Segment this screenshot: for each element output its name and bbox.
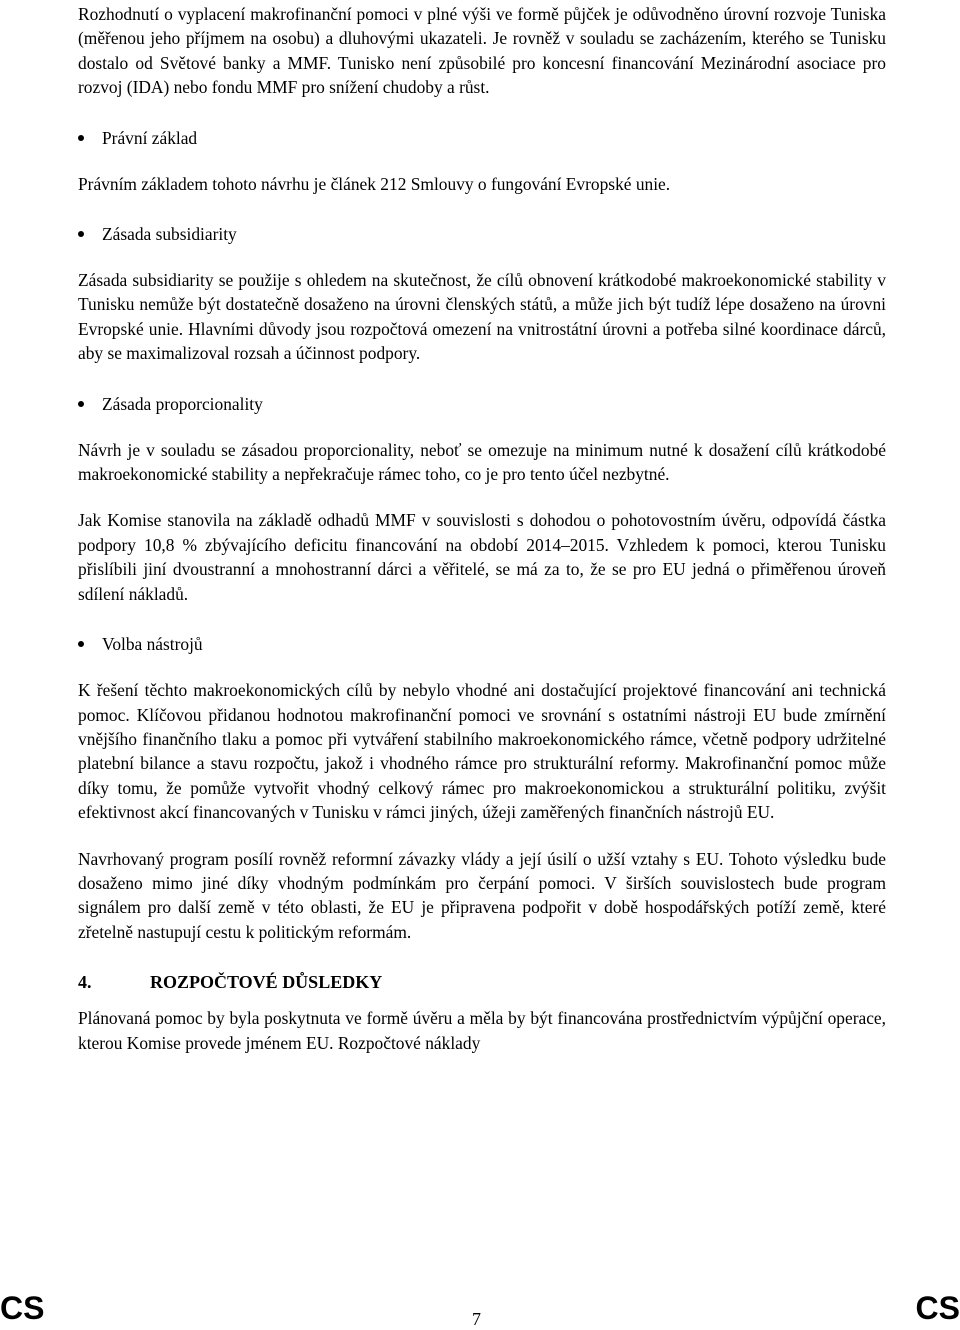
heading-instruments: Volba nástrojů <box>78 632 886 656</box>
footer-language-left: CS <box>0 1290 45 1326</box>
intro-paragraph: Rozhodnutí o vyplacení makrofinanční pomoci v plné výši ve formě půjček je odůvodněno úrovní rozvoje Tuniska (měřenou jeho příjmem na osobu) a dluhovými ukazateli. Je rovněž v souladu se zacházením, kterého se Tunisku dostalo od Světové banky a MMF. Tunisko není způsobilé pro koncesní financování Mezinárodní asociace pro rozvoj (IDA) nebo fondu MMF pro snížení chudoby a růst. <box>78 4 886 98</box>
heading-proportionality: Zásada proporcionality <box>78 392 886 416</box>
subsidiarity-paragraph: Zásada subsidiarity se použije s ohledem na skutečnost, že cílů obnovení krátkodobé makroekonomické stability v Tunisku nemůže být dostatečně dosaženo na úrovni členských států, a může jich být tudíž lépe dosaženo na úrovni Evropské unie. Hlavními důvody jsou rozpočtová omezení na vnitrostátní úrovni a potřeba silné koordinace dárců, aby se maximalizoval rozsah a účinnost podpory. <box>78 270 886 364</box>
bullet-icon <box>78 401 84 407</box>
section-title: ROZPOČTOVÉ DŮSLEDKY <box>150 972 383 993</box>
heading-subsidiarity: Zásada subsidiarity <box>78 222 886 246</box>
section-number: 4. <box>78 972 92 993</box>
proportionality-paragraph-1: Návrh je v souladu se zásadou proporcionality, neboť se omezuje na minimum nutné k dosažení cílů krátkodobé makroekonomické stability a nepřekračuje rámec toho, co je pro tento účel nezbytné. <box>78 439 886 485</box>
budget-paragraph: Plánovaná pomoc by byla poskytnuta ve formě úvěru a měla by být financována prostřednictvím výpůjční operace, kterou Komise provede jménem EU. Rozpočtové náklady <box>78 1008 886 1053</box>
bullet-icon <box>78 641 84 647</box>
footer-language-right: CS <box>915 1290 960 1326</box>
proportionality-paragraph-2: Jak Komise stanovila na základě odhadů MMF v souvislosti s dohodou o pohotovostním úvěru, odpovídá částka podpory 10,8 % zbývajícího deficitu financování na období 2014–2015. Vzhledem k pomoci, kterou Tunisku přislíbili jiní dvoustranní a mnohostranní dárci a věřitelé, se má za to, že se pro EU jedná o přiměřenou úroveň sdílení nákladů. <box>78 510 886 604</box>
legal-basis-paragraph: Právním základem tohoto návrhu je článek 212 Smlouvy o fungování Evropské unie. <box>78 173 671 194</box>
heading-legal-basis: Právní základ <box>78 126 886 150</box>
document-page <box>78 0 886 1055</box>
page-number: 7 <box>472 1309 481 1329</box>
bullet-icon <box>78 135 84 141</box>
instruments-paragraph-2: Navrhovaný program posílí rovněž reformní závazky vlády a její úsilí o užší vztahy s EU. Tohoto výsledku bude dosaženo mimo jiné díky vhodným podmínkám pro čerpání pomoci. V širších souvislostech bude program signálem pro další země v této oblasti, že EU je připravena podpořit v době hospodářských potíží země, které zřetelně nastupují cestu k politickým reformám. <box>78 848 886 942</box>
bullet-icon <box>78 231 84 237</box>
section-4-heading <box>78 970 886 994</box>
instruments-paragraph-1: K řešení těchto makroekonomických cílů by nebylo vhodné ani dostačující projektové financování ani technická pomoc. Klíčovou přidanou hodnotou makrofinanční pomoci ve srovnání s ostatními nástroji EU bude zmírnění vnějšího finančního tlaku a pomoc při vytváření stabilního makroekonomického rámce, včetně podpory udržitelné platební bilance a stavu rozpočtu, jakož i vhodného rámce pro strukturální reformy. Makrofinanční pomoc může díky tomu, že pomůže vytvořit vhodný celkový rámec pro makroekonomickou a strukturální politiku, zvýšit efektivnost akcí financovaných v Tunisku v rámci jiných, úžeji zaměřených finančních nástrojů EU. <box>78 680 886 823</box>
